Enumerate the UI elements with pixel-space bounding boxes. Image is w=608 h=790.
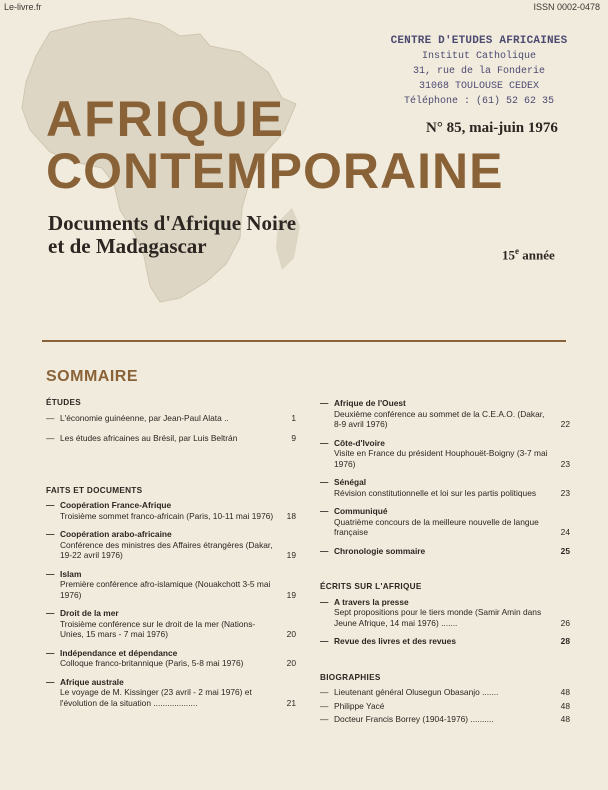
page-number: 48 xyxy=(560,700,570,711)
entry-text: Sept propositions pour le tiers monde (Samir Amin dans Jeune Afrique, 14 mai 1976) ....... xyxy=(334,607,542,628)
entry-text: Révision constitutionnelle et loi sur les partis politiques xyxy=(334,487,537,498)
divider-rule xyxy=(42,340,566,342)
toc-entry[interactable]: — Afrique australe Le voyage de M. Kissinger (23 avril - 2 mai 1976) et l'évolution de la situation ................... 21 xyxy=(46,676,296,708)
entry-heading: Coopération arabo-africaine xyxy=(60,529,172,539)
toc-entry[interactable]: — Droit de la mer Troisième conférence sur le droit de la mer (Nations-Unies, 15 mars - 7 mai 1976) 20 xyxy=(46,608,296,639)
corner-mark-left: Le-livre.fr xyxy=(4,2,42,12)
page-number: 20 xyxy=(286,629,296,639)
issn: ISSN 0002-0478 xyxy=(533,2,600,12)
page-number: 24 xyxy=(560,527,570,537)
toc-entry[interactable]: — Côte-d'Ivoire Visite en France du président Houphouët-Boigny (3-7 mai 1976) 23 xyxy=(320,437,570,469)
stamp-line: Institut Catholique xyxy=(421,51,537,62)
entry-heading: Sénégal xyxy=(334,477,367,487)
entry-heading: Islam xyxy=(60,568,82,579)
stamp-line: CENTRE D'ETUDES AFRICAINES xyxy=(390,35,568,47)
toc-entry[interactable]: — Indépendance et dépendance Colloque franco-britannique (Paris, 5-8 mai 1976) 20 xyxy=(46,647,296,668)
toc-entry[interactable]: — A travers la presse Sept propositions pour le tiers monde (Samir Amin dans Jeune Afrique, 14 mai 1976) ....... 26 xyxy=(320,596,570,628)
year-of-publication xyxy=(502,246,555,263)
entry-heading: Côte-d'Ivoire xyxy=(334,437,385,448)
library-stamp xyxy=(386,34,572,109)
toc-entry[interactable]: — Communiqué Quatrième concours de la meilleure nouvelle de langue française 24 xyxy=(320,506,570,537)
page-number: 23 xyxy=(560,487,570,498)
page-number: 28 xyxy=(560,636,570,646)
page-number: 9 xyxy=(291,433,296,443)
entry-text: Colloque franco-britannique (Paris, 5-8 mai 1976) xyxy=(60,658,244,668)
toc-entry[interactable]: — Coopération arabo-africaine Conférence des ministres des Affaires étrangères (Dakar, 19-22 avril 1976) 19 xyxy=(46,529,296,560)
sommaire-heading: SOMMAIRE xyxy=(46,368,138,385)
entry-text: Troisième conférence sur le droit de la mer (Nations-Unies, 15 mars - 7 mai 1976) xyxy=(60,618,256,639)
stamp-line: Téléphone : (61) 52 62 35 xyxy=(403,96,555,107)
entry-heading: A travers la presse xyxy=(334,596,409,607)
entry-heading: Chronologie sommaire xyxy=(334,545,426,556)
page-number: 19 xyxy=(286,589,296,600)
entry-text: Deuxième conférence au sommet de la C.E.A.O. (Dakar, 8-9 avril 1976) xyxy=(334,408,545,429)
page-number: 18 xyxy=(286,510,296,521)
page-number: 48 xyxy=(560,714,570,724)
page-number: 1 xyxy=(291,412,296,423)
page-number: 20 xyxy=(286,658,296,668)
subtitle-line: Documents d'Afrique Noire xyxy=(48,211,297,235)
entry-heading: Communiqué xyxy=(334,506,388,516)
page-number: 19 xyxy=(286,550,296,560)
entry-text: Première conférence afro-islamique (Nouakchott 3-5 mai 1976) xyxy=(60,579,271,600)
page-number: 26 xyxy=(560,617,570,628)
toc-left-column xyxy=(46,398,296,716)
entry-heading: Afrique de l'Ouest xyxy=(334,398,406,408)
entry-text: Les études africaines au Brésil, par Luis Beltrán xyxy=(60,433,238,443)
page-number: 25 xyxy=(560,545,570,556)
toc-entry[interactable]: — Afrique de l'Ouest Deuxième conférence au sommet de la C.E.A.O. (Dakar, 8-9 avril 1976) 22 xyxy=(320,398,570,429)
entry-text: Lieutenant général Olusegun Obasanjo ....... xyxy=(334,687,499,697)
section-heading: FAITS ET DOCUMENTS xyxy=(46,485,143,495)
subtitle-line: et de Madagascar xyxy=(48,234,207,258)
section-heading: ÉCRITS SUR L'AFRIQUE xyxy=(320,582,422,591)
entry-heading: Droit de la mer xyxy=(60,608,119,618)
entry-text: Le voyage de M. Kissinger (23 avril - 2 mai 1976) et l'évolution de la situation ................... xyxy=(60,687,252,708)
entry-text: Troisième sommet franco-africain (Paris, 10-11 mai 1976) xyxy=(60,510,274,521)
entry-heading: Coopération France-Afrique xyxy=(60,500,172,510)
page-number: 21 xyxy=(286,697,296,708)
entry-text: Philippe Yacé xyxy=(334,700,385,711)
entry-heading: Indépendance et dépendance xyxy=(60,647,178,658)
toc-entry[interactable]: — Coopération France-Afrique Troisième sommet franco-africain (Paris, 10-11 mai 1976) 18 xyxy=(46,500,296,521)
toc-right-column xyxy=(320,398,570,728)
entry-text: Visite en France du président Houphouët-Boigny (3-7 mai 1976) xyxy=(334,448,548,469)
toc-entry[interactable]: — Les études africaines au Brésil, par Luis Beltrán 9 xyxy=(46,433,296,443)
subtitle xyxy=(48,212,296,258)
title-line-2: CONTEMPORAINE xyxy=(46,143,504,199)
section-heading: ÉTUDES xyxy=(46,398,82,407)
year-word: année xyxy=(522,247,555,263)
entry-text: Docteur Francis Borrey (1904-1976) .......... xyxy=(334,714,494,724)
year-suffix: e xyxy=(515,246,519,256)
entry-text: Quatrième concours de la meilleure nouvelle de langue française xyxy=(334,516,539,537)
section-heading: BIOGRAPHIES xyxy=(320,672,381,682)
entry-text: L'économie guinéenne, par Jean-Paul Alata .. xyxy=(60,412,229,423)
issue-number: N° 85, mai-juin 1976 xyxy=(426,120,558,136)
entry-text: Conférence des ministres des Affaires étrangères (Dakar, 19-22 avril 1976) xyxy=(60,539,273,560)
entry-heading: Revue des livres et des revues xyxy=(334,636,456,646)
toc-entry[interactable]: — Chronologie sommaire 25 xyxy=(320,545,570,556)
title-line-1: AFRIQUE xyxy=(46,91,285,147)
toc-entry[interactable]: — Revue des livres et des revues 28 xyxy=(320,636,570,646)
toc-entry[interactable]: — Sénégal Révision constitutionnelle et loi sur les partis politiques 23 xyxy=(320,477,570,498)
year-number: 15 xyxy=(502,247,515,263)
toc-entry[interactable]: — Docteur Francis Borrey (1904-1976) .......... 48 xyxy=(320,714,570,724)
toc-entry[interactable]: — Islam Première conférence afro-islamique (Nouakchott 3-5 mai 1976) 19 xyxy=(46,568,296,600)
page-number: 23 xyxy=(560,458,570,469)
stamp-line: 31, rue de la Fonderie xyxy=(412,66,546,77)
toc-entry[interactable]: — Philippe Yacé 48 xyxy=(320,700,570,711)
entry-heading: Afrique australe xyxy=(60,676,124,687)
page-number: 48 xyxy=(560,687,570,697)
toc-entry[interactable]: — Lieutenant général Olusegun Obasanjo ....... 48 xyxy=(320,687,570,697)
stamp-line: 31068 TOULOUSE CEDEX xyxy=(418,81,540,92)
page-number: 22 xyxy=(560,419,570,429)
toc-entry[interactable]: — L'économie guinéenne, par Jean-Paul Alata .. 1 xyxy=(46,412,296,423)
